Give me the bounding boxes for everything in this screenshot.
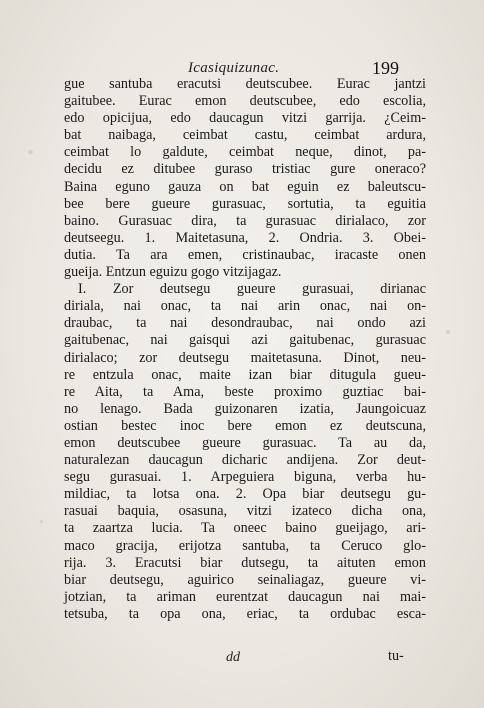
foxing-spot [28, 150, 33, 154]
text-line: mildiac, ta lotsa ona. 2. Opa biar deutsegu gu- [64, 486, 426, 503]
text-line: gaitubenac, nai gaisqui azi gaitubenac, gurasuac [64, 332, 426, 349]
text-line: dirialaco; zor deutsegu maitetasuna. Dinot, neu- [64, 349, 426, 366]
text-line: no lenago. Bada guizonaren izatia, Jaungoicuaz [64, 400, 426, 417]
text-line: Baina eguno gauza on bat eguin ez baleutscu- [64, 178, 426, 195]
text-line: jotzian, ta ariman eurentzat daucagun nai mai- [64, 588, 426, 605]
text-line: naturalezan daucagun dicharic andijena. Zor deut- [64, 452, 426, 469]
text-line: dutia. Ta ara emen, cristinaubac, iracaste onen [64, 246, 426, 263]
text-line: gaitubee. Eurac emon deutscubee, edo escolia, [64, 93, 426, 110]
text-line: draubac, ta nai desondraubac, nai ondo azi [64, 315, 426, 332]
body-text [64, 76, 426, 623]
text-line: ostian bestec inoc bere emon ez deutscuna, [64, 417, 426, 434]
text-line: emon deutscubee gueure gurasuac. Ta au da, [64, 434, 426, 451]
text-line: edo opicijua, edo daucagun vitzi garrija. ¿Ceim- [64, 110, 426, 127]
text-line: ceimbat lo galdute, ceimbat neque, dinot, pa- [64, 144, 426, 161]
text-line: tetsuba, ta opa ona, eriac, ta ordubac esca- [64, 605, 426, 622]
text-line: biar deutsegu, aguirico seinaliagaz, gueure vi- [64, 571, 426, 588]
text-line: decidu ez ditubee guraso tristiac gure oneraco? [64, 161, 426, 178]
text-line: deutseegu. 1. Maitetasuna, 2. Ondria. 3. Obei- [64, 229, 426, 246]
text-line: bee bere gueure gurasuac, sortutia, ta eguitia [64, 195, 426, 212]
text-line: maco gracija, erijotza santuba, ta Ceruco glo- [64, 537, 426, 554]
foxing-spot [40, 520, 43, 523]
text-line: re Aita, ta Ama, beste proximo guztiac bai- [64, 383, 426, 400]
text-line: bat naibaga, ceimbat castu, ceimbat ardura, [64, 127, 426, 144]
text-line: gue santuba eracutsi deutscubee. Eurac jantzi [64, 76, 426, 92]
signature-mark: dd [226, 650, 240, 665]
text-line: I. Zor deutsegu gueure gurasuai, dirianac [78, 281, 426, 298]
text-line: re entzula onac, maite izan biar ditugula gueu- [64, 366, 426, 383]
text-line: diriala, nai onac, ta nai arin onac, nai on- [64, 298, 426, 315]
text-line: baino. Gurasuac dira, ta gurasuac dirialaco, zor [64, 212, 426, 229]
running-title: Icasiquizunac. [188, 60, 280, 76]
foxing-spot [446, 330, 450, 334]
text-line: rasuai baquia, osasuna, vitzi izateco dicha ona, [64, 503, 426, 520]
page-footer [0, 646, 484, 680]
text-line: rija. 3. Eracutsi biar dutsegu, ta aituten emon [64, 554, 426, 571]
text-line: segu gurasuai. 1. Arpeguiera biguna, verba hu- [64, 469, 426, 486]
text-line: gueija. Entzun eguizu gogo vitzijagaz. [64, 264, 282, 281]
catchword: tu- [388, 648, 404, 664]
text-line: ta zaartza lucia. Ta oneec baino gueijago, ari- [64, 520, 426, 537]
page-number: 199 [372, 58, 399, 78]
